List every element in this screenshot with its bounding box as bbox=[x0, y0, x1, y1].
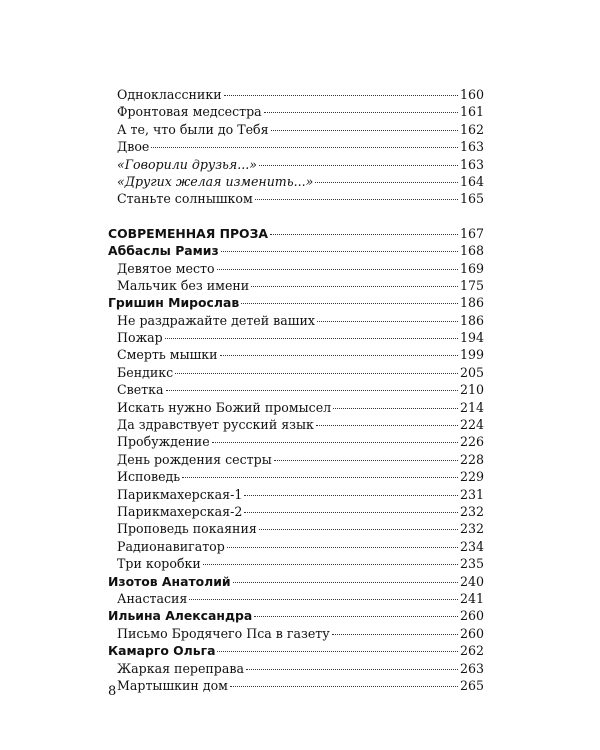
toc-entry-title: Три коробки bbox=[117, 556, 201, 572]
toc-entry-page: 167 bbox=[459, 225, 484, 241]
toc-entry-title: Радионавигатор bbox=[117, 538, 225, 554]
toc-entry bbox=[108, 538, 484, 555]
dot-leader bbox=[333, 408, 458, 409]
toc-entry-title: Пробуждение bbox=[117, 434, 210, 450]
toc-entry bbox=[108, 86, 484, 103]
dot-leader bbox=[151, 147, 458, 148]
toc-entry bbox=[108, 277, 484, 294]
toc-entry bbox=[108, 121, 484, 138]
toc-entry bbox=[108, 451, 484, 468]
toc-entry-title: Мальчик без имени bbox=[117, 277, 250, 293]
toc-entry-page: 210 bbox=[459, 382, 484, 398]
toc-entry bbox=[108, 329, 484, 346]
toc-entry bbox=[108, 607, 484, 624]
toc-entry bbox=[108, 590, 484, 607]
toc-entry-title: Бендикс bbox=[117, 364, 174, 380]
toc-entry-title: Парикмахерская-1 bbox=[117, 486, 243, 502]
dot-leader bbox=[259, 529, 458, 530]
dot-leader bbox=[316, 425, 458, 426]
toc-entry bbox=[108, 642, 484, 659]
toc-entry bbox=[108, 173, 484, 190]
toc-entry-title: Станьте солнышком bbox=[117, 191, 253, 207]
toc-entry-title: «Говорили друзья...» bbox=[117, 156, 257, 172]
dot-leader bbox=[254, 616, 458, 617]
toc-entry-page: 160 bbox=[459, 87, 484, 102]
toc-entry-title: Жаркая переправа bbox=[117, 660, 244, 676]
toc-entry-title: Мартышкин дом bbox=[117, 677, 228, 693]
toc-entry-page: 232 bbox=[459, 521, 484, 537]
toc-entry bbox=[108, 660, 484, 677]
dot-leader bbox=[220, 355, 458, 356]
toc-entry-title: Аббаслы Рамиз bbox=[108, 243, 219, 259]
dot-leader bbox=[212, 442, 458, 443]
toc-entry bbox=[108, 625, 484, 642]
dot-leader bbox=[271, 130, 458, 131]
toc-entry-title: Изотов Анатолий bbox=[108, 573, 231, 589]
table-of-contents bbox=[108, 86, 484, 694]
toc-entry-page: 161 bbox=[459, 104, 484, 120]
toc-entry bbox=[108, 381, 484, 398]
dot-leader bbox=[233, 582, 458, 583]
toc-entry-title: Гришин Мирослав bbox=[108, 295, 240, 311]
toc-entry bbox=[108, 138, 484, 155]
toc-entry-page: 186 bbox=[459, 312, 484, 328]
dot-leader bbox=[241, 303, 458, 304]
toc-entry-page: 199 bbox=[459, 347, 484, 363]
toc-entry bbox=[108, 520, 484, 537]
toc-entry-title: Двое bbox=[117, 139, 150, 155]
toc-entry-page: 232 bbox=[459, 503, 484, 519]
toc-entry bbox=[108, 416, 484, 433]
toc-entry-title: Пожар bbox=[117, 330, 163, 346]
toc-entry-page: 231 bbox=[459, 486, 484, 502]
toc-entry-title: А те, что были до Тебя bbox=[117, 121, 269, 137]
toc-entry bbox=[108, 190, 484, 207]
toc-entry-title: Парикмахерская-2 bbox=[117, 503, 243, 519]
dot-leader bbox=[317, 321, 458, 322]
toc-entry-page: 165 bbox=[459, 191, 484, 207]
toc-entry-title: Девятое место bbox=[117, 260, 215, 276]
toc-entry-page: 260 bbox=[459, 608, 484, 624]
page-number: 8 bbox=[108, 684, 117, 699]
toc-entry-title: Смерть мышки bbox=[117, 347, 218, 363]
toc-entry bbox=[108, 399, 484, 416]
toc-entry bbox=[108, 486, 484, 503]
dot-leader bbox=[274, 460, 458, 461]
toc-entry bbox=[108, 103, 484, 120]
toc-entry-title: Одноклассники bbox=[117, 87, 222, 102]
toc-entry-title: Проповедь покаяния bbox=[117, 521, 257, 537]
toc-entry-page: 194 bbox=[459, 330, 484, 346]
toc-entry-page: 169 bbox=[459, 260, 484, 276]
toc-entry-page: 260 bbox=[459, 625, 484, 641]
toc-entry bbox=[108, 312, 484, 329]
dot-leader bbox=[217, 651, 458, 652]
toc-entry bbox=[108, 677, 484, 694]
toc-entry-title: Исповедь bbox=[117, 469, 181, 485]
toc-entry-page: 265 bbox=[459, 677, 484, 693]
dot-leader bbox=[244, 495, 458, 496]
dot-leader bbox=[224, 95, 458, 96]
dot-leader bbox=[332, 634, 458, 635]
toc-entry-page: 214 bbox=[459, 399, 484, 415]
toc-entry-title: Светка bbox=[117, 382, 164, 398]
dot-leader bbox=[230, 686, 458, 687]
toc-entry bbox=[108, 573, 484, 590]
dot-leader bbox=[182, 477, 458, 478]
toc-entry-page: 163 bbox=[459, 139, 484, 155]
toc-entry bbox=[108, 555, 484, 572]
dot-leader bbox=[189, 599, 458, 600]
toc-entry-title: Фронтовая медсестра bbox=[117, 104, 262, 120]
toc-entry-page: 234 bbox=[459, 538, 484, 554]
dot-leader bbox=[217, 269, 458, 270]
toc-entry-title: Анастасия bbox=[117, 590, 188, 606]
toc-entry bbox=[108, 346, 484, 363]
toc-entry-page: 162 bbox=[459, 121, 484, 137]
toc-entry-page: 168 bbox=[459, 243, 484, 259]
toc-entry-page: 240 bbox=[459, 573, 484, 589]
toc-entry-title: СОВРЕМЕННАЯ ПРОЗА bbox=[108, 225, 268, 241]
dot-leader bbox=[165, 338, 458, 339]
toc-entry-title: Не раздражайте детей ваших bbox=[117, 312, 315, 328]
toc-entry-page: 163 bbox=[459, 156, 484, 172]
toc-entry-page: 241 bbox=[459, 590, 484, 606]
dot-leader bbox=[251, 286, 458, 287]
toc-entry-title: Искать нужно Божий промысел bbox=[117, 399, 332, 415]
toc-entry-page: 224 bbox=[459, 417, 484, 433]
toc-entry-page: 228 bbox=[459, 451, 484, 467]
toc-entry-title: Ильина Александра bbox=[108, 608, 253, 624]
toc-entry bbox=[108, 156, 484, 173]
toc-entry-title: «Других желая изменить...» bbox=[117, 173, 314, 189]
toc-entry-title: Камарго Ольга bbox=[108, 643, 216, 659]
toc-entry-title: Письмо Бродячего Пса в газету bbox=[117, 625, 330, 641]
toc-entry-page: 186 bbox=[459, 295, 484, 311]
dot-leader bbox=[246, 669, 458, 670]
dot-leader bbox=[270, 234, 458, 235]
toc-entry-page: 175 bbox=[459, 277, 484, 293]
toc-entry bbox=[108, 294, 484, 311]
toc-entry bbox=[108, 242, 484, 259]
dot-leader bbox=[227, 547, 458, 548]
dot-leader bbox=[203, 564, 458, 565]
toc-entry-page: 235 bbox=[459, 556, 484, 572]
dot-leader bbox=[264, 112, 458, 113]
toc-entry-page: 263 bbox=[459, 660, 484, 676]
toc-entry-title: День рождения сестры bbox=[117, 451, 272, 467]
toc-entry bbox=[108, 260, 484, 277]
toc-entry bbox=[108, 433, 484, 450]
toc-entry-page: 229 bbox=[459, 469, 484, 485]
toc-entry bbox=[108, 225, 484, 242]
dot-leader bbox=[255, 199, 458, 200]
toc-entry-page: 226 bbox=[459, 434, 484, 450]
dot-leader bbox=[315, 182, 458, 183]
toc-entry-page: 262 bbox=[459, 643, 484, 659]
dot-leader bbox=[166, 390, 458, 391]
toc-entry-page: 205 bbox=[459, 364, 484, 380]
toc-entry bbox=[108, 503, 484, 520]
dot-leader bbox=[259, 165, 458, 166]
toc-entry bbox=[108, 364, 484, 381]
toc-entry bbox=[108, 468, 484, 485]
dot-leader bbox=[244, 512, 458, 513]
dot-leader bbox=[221, 251, 458, 252]
toc-entry-page: 164 bbox=[459, 173, 484, 189]
toc-entry-title: Да здравствует русский язык bbox=[117, 417, 314, 433]
dot-leader bbox=[175, 373, 458, 374]
